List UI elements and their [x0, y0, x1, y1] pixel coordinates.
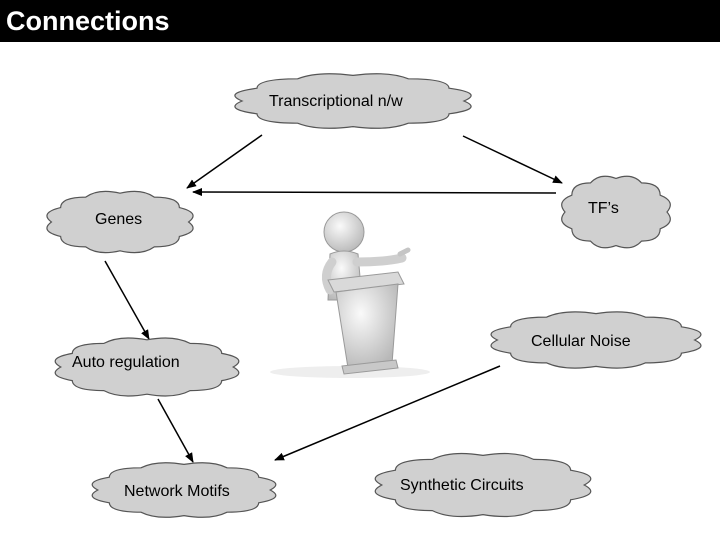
node-label-auto-regulation: Auto regulation — [72, 354, 180, 371]
node-label-cellular-noise: Cellular Noise — [531, 333, 631, 350]
node-label-tfs: TF’s — [588, 200, 619, 217]
node-label-genes: Genes — [95, 211, 143, 228]
node-label-network-motifs: Network Motifs — [124, 483, 230, 500]
edge-tfs-to-genes — [193, 192, 556, 193]
edge-transcriptional-to-genes — [187, 135, 262, 188]
presenter-at-podium-icon — [270, 212, 430, 378]
edge-transcriptional-to-tfs — [463, 136, 562, 183]
edge-cellular-noise-to-network-motifs — [275, 366, 500, 460]
edge-auto-regulation-to-network-motifs — [158, 399, 193, 462]
edge-genes-to-auto-regulation — [105, 261, 149, 339]
node-label-transcriptional: Transcriptional n/w — [269, 93, 403, 110]
page-title: Connections — [6, 6, 170, 36]
node-label-synthetic-circuits: Synthetic Circuits — [400, 477, 524, 494]
